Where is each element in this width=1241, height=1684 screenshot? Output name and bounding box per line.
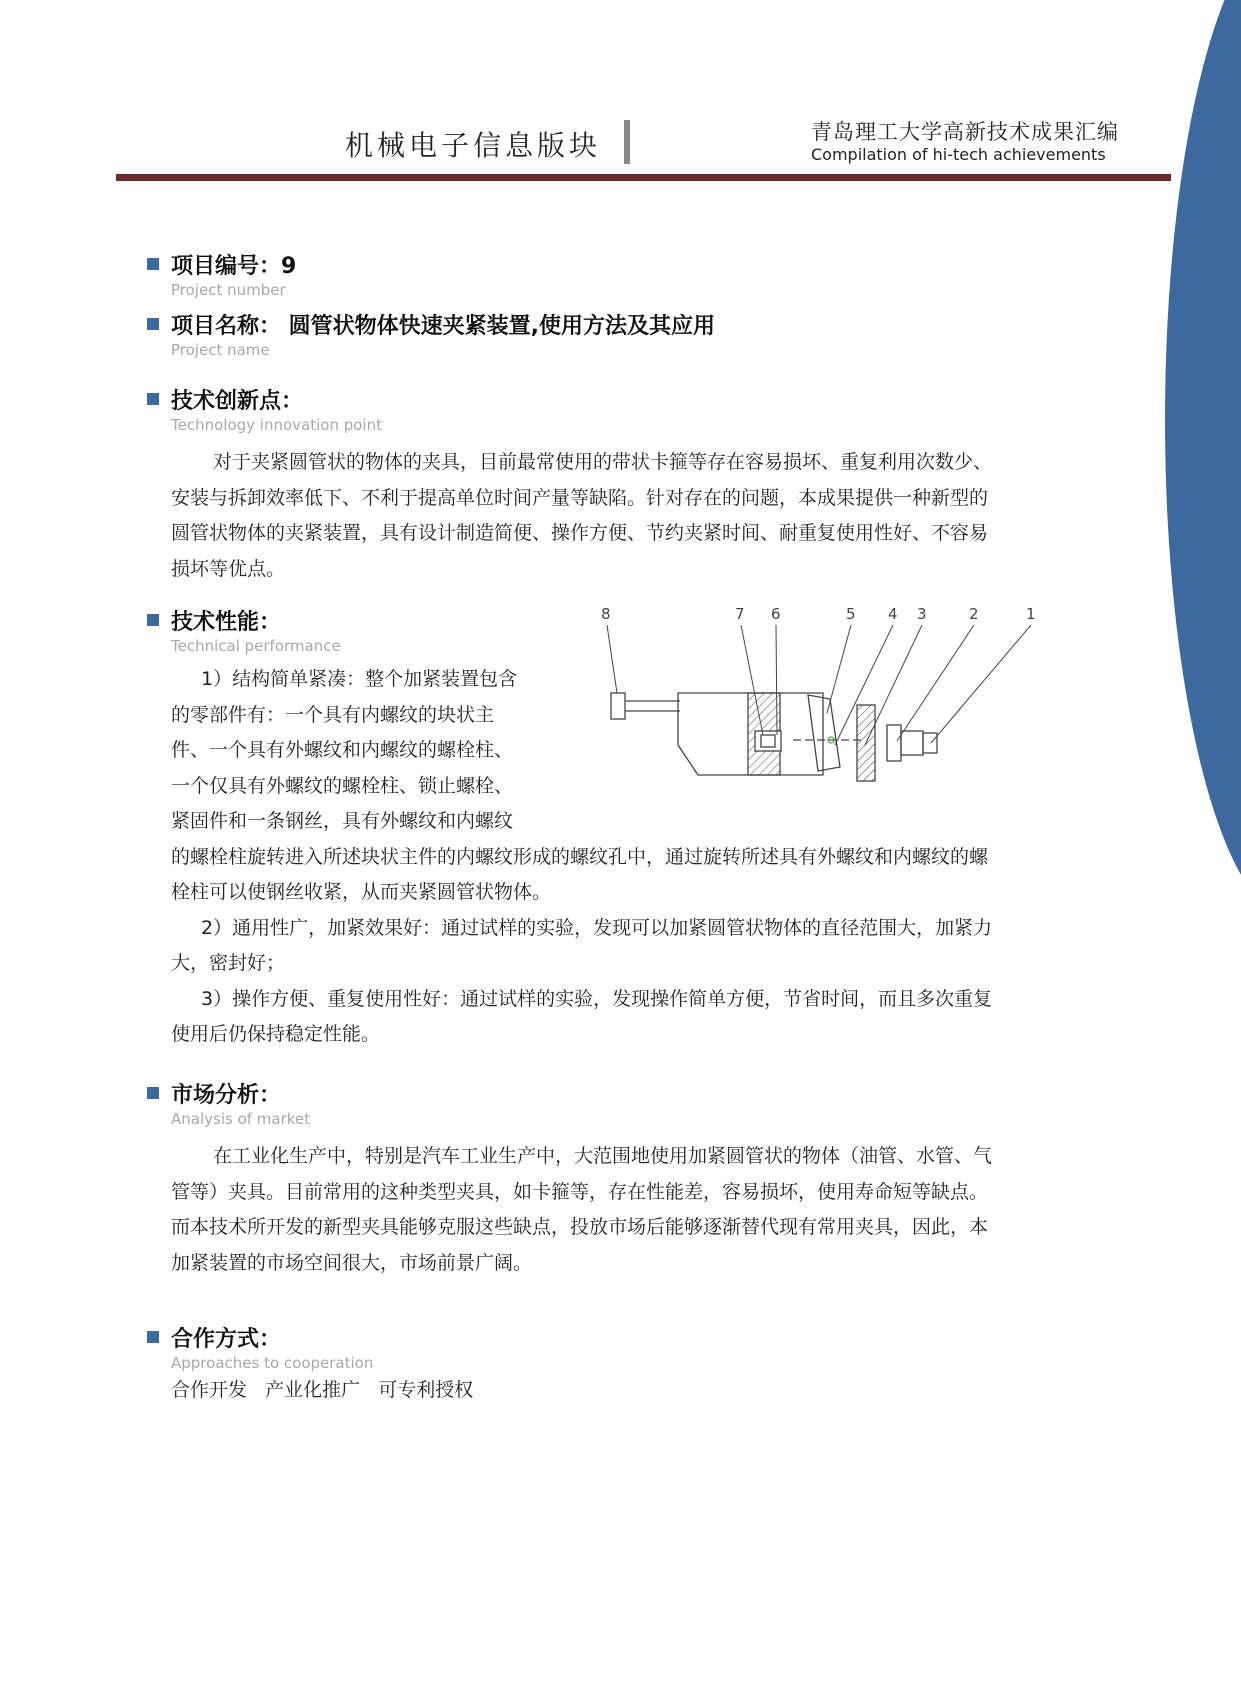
paragraph-line: 加紧装置的市场空间很大，市场前景广阔。 bbox=[171, 1251, 533, 1274]
market-heading: 市场分析： bbox=[171, 1083, 282, 1108]
bullet-square-icon bbox=[147, 1087, 159, 1099]
paragraph-line: 件、一个具有外螺纹和内螺纹的螺栓柱、 bbox=[171, 739, 514, 761]
paragraph-line: 紧固件和一条钢丝，具有外螺纹和内螺纹 bbox=[171, 810, 514, 832]
paragraph-line: 2）通用性广，加紧效果好：通过试样的实验，发现可以加紧圆管状物体的直径范围大，加紧力 bbox=[201, 916, 993, 939]
performance-heading: 技术性能： bbox=[171, 610, 282, 635]
paragraph-line: 使用后仍保持稳定性能。 bbox=[171, 1023, 381, 1045]
innovation-heading: 技术创新点： bbox=[171, 389, 304, 414]
project-number-label: 项目编号：9 bbox=[171, 254, 297, 279]
header-rule bbox=[116, 174, 1171, 181]
diagram-label-8: 8 bbox=[601, 605, 611, 623]
paragraph-line: 大，密封好； bbox=[171, 952, 286, 974]
innovation-subtitle: Technology innovation point bbox=[171, 416, 382, 434]
performance-subtitle: Technical performance bbox=[171, 637, 341, 655]
publication-title-en: Compilation of hi-tech achievements bbox=[811, 145, 1106, 164]
part-5-bolt bbox=[808, 695, 840, 771]
bullet-square-icon bbox=[147, 1331, 159, 1343]
paragraph-line: 在工业化生产中，特别是汽车工业生产中，大范围地使用加紧圆管状的物体（油管、水管、气 bbox=[213, 1145, 993, 1167]
paragraph-line: 1）结构简单紧凑：整个加紧装置包含 bbox=[201, 668, 518, 690]
paragraph-line: 一个仅具有外螺纹的螺栓柱、锁止螺栓、 bbox=[171, 774, 514, 797]
diagram-label-4: 4 bbox=[888, 605, 898, 623]
diagram-label-7: 7 bbox=[735, 605, 745, 623]
clamp-device-diagram bbox=[565, 595, 1070, 795]
paragraph-line: 圆管状物体的夹紧装置，具有设计制造简便、操作方便、节约夹紧时间、耐重复使用性好、不容易 bbox=[171, 522, 989, 544]
bullet-square-icon bbox=[147, 258, 159, 270]
part-8-end-block bbox=[611, 693, 625, 719]
part-2-nut bbox=[887, 725, 901, 761]
project-name-subtitle: Project name bbox=[171, 341, 270, 359]
project-name-label: 项目名称： 圆管状物体快速夹紧装置,使用方法及其应用 bbox=[171, 314, 716, 339]
diagram-label-1: 1 bbox=[1026, 605, 1036, 623]
bullet-square-icon bbox=[147, 318, 159, 330]
paragraph-line: 3）操作方便、重复使用性好：通过试样的实验，发现操作简单方便，节省时间，而且多次重复 bbox=[201, 987, 993, 1010]
paragraph-line: 管等）夹具。目前常用的这种类型夹具，如卡箍等，存在性能差，容易损坏，使用寿命短等缺点。 bbox=[171, 1180, 989, 1203]
paragraph-line: 安装与拆卸效率低下、不利于提高单位时间产量等缺陷。针对存在的问题，本成果提供一种新型的 bbox=[171, 486, 989, 509]
cooperation-subtitle: Approaches to cooperation bbox=[171, 1354, 374, 1372]
market-subtitle: Analysis of market bbox=[171, 1110, 311, 1128]
diagram-label-6: 6 bbox=[771, 605, 781, 623]
market-paragraph bbox=[171, 1139, 1071, 1281]
section-title: 机械电子信息版块 bbox=[345, 129, 602, 162]
part-1-end-cap bbox=[923, 733, 937, 753]
cooperation-heading: 合作方式： bbox=[171, 1327, 282, 1352]
paragraph-line: 的零部件有：一个具有内螺纹的块状主 bbox=[171, 703, 495, 726]
paragraph-line: 的螺栓柱旋转进入所述块状主件的内螺纹形成的螺纹孔中，通过旋转所述具有外螺纹和内螺纹的螺 bbox=[171, 845, 989, 868]
innovation-paragraph bbox=[171, 445, 1071, 587]
project-number-subtitle: Project number bbox=[171, 281, 286, 299]
bullet-square-icon bbox=[147, 393, 159, 405]
decorative-blue-arc bbox=[1165, 0, 1241, 920]
cooperation-methods: 合作开发 产业化推广 可专利授权 bbox=[171, 1379, 474, 1401]
header-divider bbox=[624, 120, 630, 164]
diagram-label-3: 3 bbox=[917, 605, 927, 623]
paragraph-line: 而本技术所开发的新型夹具能够克服这些缺点，投放市场后能够逐渐替代现有常用夹具，因此，本 bbox=[171, 1216, 989, 1238]
paragraph-line: 损坏等优点。 bbox=[171, 557, 286, 580]
paragraph-line: 对于夹紧圆管状的物体的夹具，目前最常使用的带状卡箍等存在容易损坏、重复利用次数少、 bbox=[213, 451, 993, 473]
publication-title-cn: 青岛理工大学高新技术成果汇编 bbox=[811, 120, 1119, 144]
diagram-label-5: 5 bbox=[846, 605, 856, 623]
bullet-square-icon bbox=[147, 614, 159, 626]
paragraph-line: 栓柱可以使钢丝收紧，从而夹紧圆管状物体。 bbox=[171, 881, 552, 903]
diagram-label-2: 2 bbox=[969, 605, 979, 623]
